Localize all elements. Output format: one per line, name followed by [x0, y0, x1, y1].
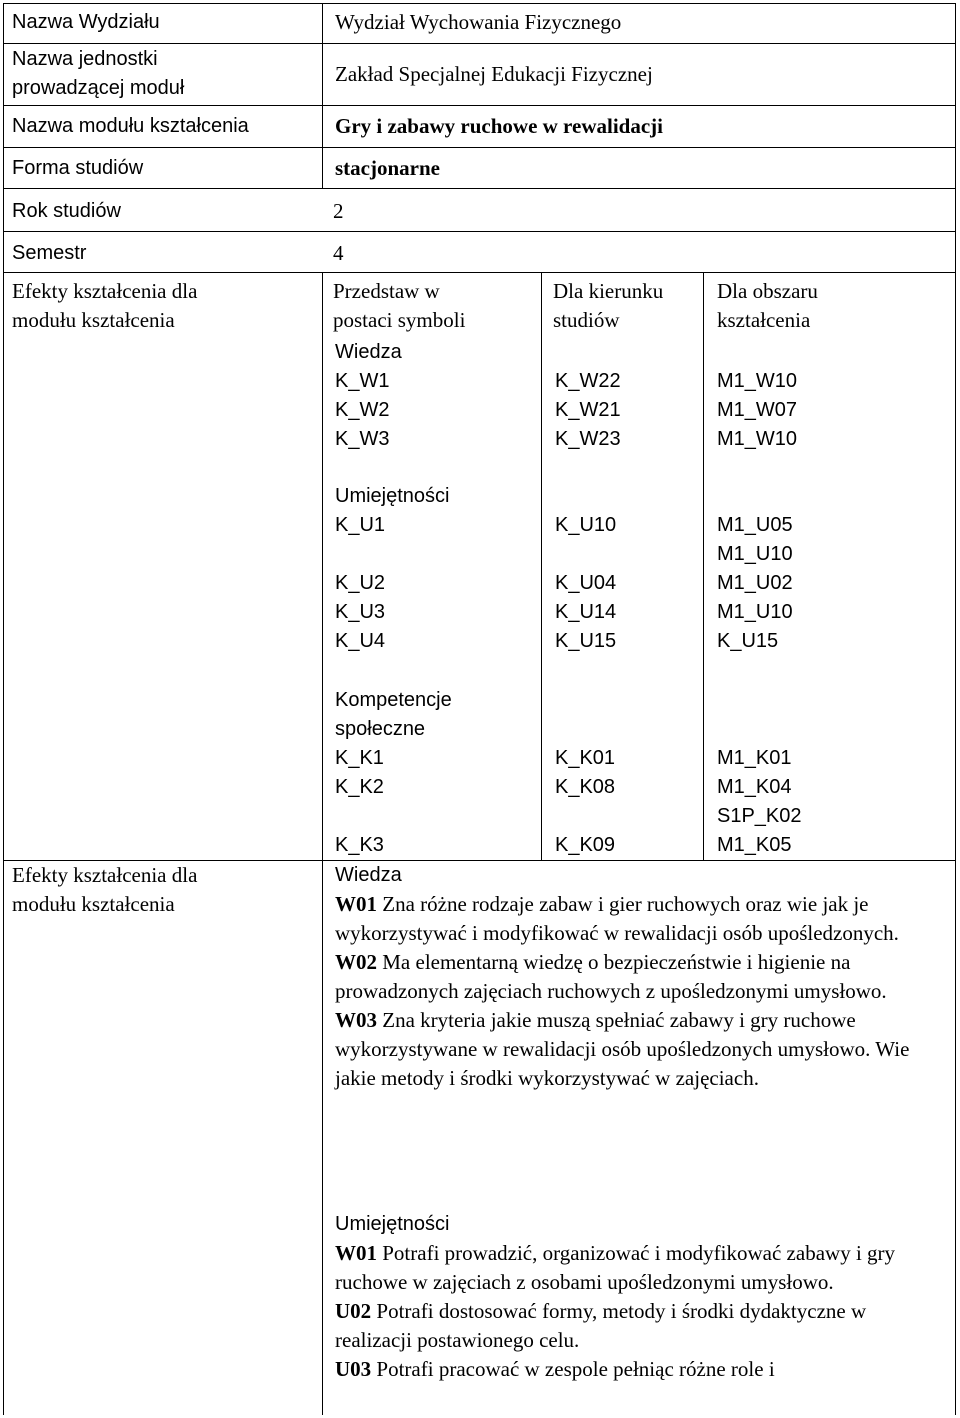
study-form-label: Forma studiów	[12, 157, 144, 179]
effect-u03: U03 Potrafi pracować w zespole pełniąc różne role i	[335, 1357, 775, 1381]
study-form-value: stacjonarne	[335, 156, 440, 180]
table-rule	[955, 3, 956, 1415]
semester-value: 4	[333, 241, 344, 265]
module-label: Nazwa modułu kształcenia	[12, 115, 249, 137]
table-rule	[3, 105, 956, 106]
field-header: Dla kierunku studiów	[553, 279, 664, 332]
table-rule	[322, 272, 323, 1415]
unit-value: Zakład Specjalnej Edukacji Fizycznej	[335, 62, 653, 86]
table-rule	[3, 147, 956, 148]
knowledge-field: K_W22 K_W21 K_W23	[555, 370, 621, 450]
table-rule	[3, 188, 956, 189]
table-rule	[703, 272, 704, 860]
table-rule	[3, 43, 956, 44]
table-rule	[3, 272, 956, 273]
skills-title: Umiejętności	[335, 1213, 450, 1235]
area-header: Dla obszaru kształcenia	[717, 279, 818, 332]
effect-u01: W01 Potrafi prowadzić, organizować i modyfikować zabawy i gry ruchowe w zajęciach z osobami upośledzonymi umysłowo.	[335, 1241, 896, 1294]
skills-field: K_U10 K_U04 K_U14 K_U15	[555, 514, 617, 652]
knowledge-symbols: Wiedza K_W1 K_W2 K_W3	[335, 341, 402, 450]
module-value: Gry i zabawy ruchowe w rewalidacji	[335, 114, 663, 138]
skills-effects	[335, 1210, 935, 1384]
unit-label: Nazwa jednostki prowadzącej moduł	[12, 48, 185, 99]
knowledge-title: Wiedza	[335, 864, 402, 886]
faculty-value: Wydział Wychowania Fizycznego	[335, 10, 622, 34]
table-rule	[322, 3, 323, 188]
effect-w03: W03 Zna kryteria jakie muszą spełniać zabawy i gry ruchowe wykorzystywane w rewalidacji osób upośledzonych umysłowo. Wie jakie metody i środki wykorzystywać w zajęciach.	[335, 1008, 910, 1090]
semester-label: Semestr	[12, 242, 87, 264]
competence-symbols: Kompetencje społeczne K_K1 K_K2 K_K3	[335, 689, 452, 856]
effects-label: Efekty kształcenia dla modułu kształcenia	[12, 279, 198, 332]
knowledge-area: M1_W10 M1_W07 M1_W10	[717, 370, 798, 450]
knowledge-effects	[335, 861, 935, 1093]
skills-area: M1_U05 M1_U10 M1_U02 M1_U10 K_U15	[717, 514, 793, 652]
effect-w02: W02 Ma elementarną wiedzę o bezpieczeństwie i higienie na prowadzonych zajęciach ruchowych z upośledzonymi umysłowo.	[335, 950, 887, 1003]
year-value: 2	[333, 199, 344, 223]
table-rule	[3, 3, 4, 1415]
competence-field: K_K01 K_K08 K_K09	[555, 747, 616, 856]
faculty-label: Nazwa Wydziału	[12, 11, 160, 33]
year-label: Rok studiów	[12, 200, 121, 222]
table-rule	[3, 231, 956, 232]
competence-area: M1_K01 M1_K04 S1P_K02 M1_K05	[717, 747, 802, 856]
effects-label-lower: Efekty kształcenia dla modułu kształcenia	[12, 863, 198, 916]
symbols-header: Przedstaw w postaci symboli	[333, 279, 466, 332]
effect-u02: U02 Potrafi dostosować formy, metody i środki dydaktyczne w realizacji postawionego celu.	[335, 1299, 867, 1352]
skills-symbols: Umiejętności K_U1 K_U2 K_U3 K_U4	[335, 485, 450, 652]
effect-w01: W01 Zna różne rodzaje zabaw i gier ruchowych oraz wie jak je wykorzystywać i modyfikować w rewalidacji osób upośledzonych.	[335, 892, 899, 945]
table-rule	[541, 272, 542, 860]
table-rule	[3, 3, 956, 4]
